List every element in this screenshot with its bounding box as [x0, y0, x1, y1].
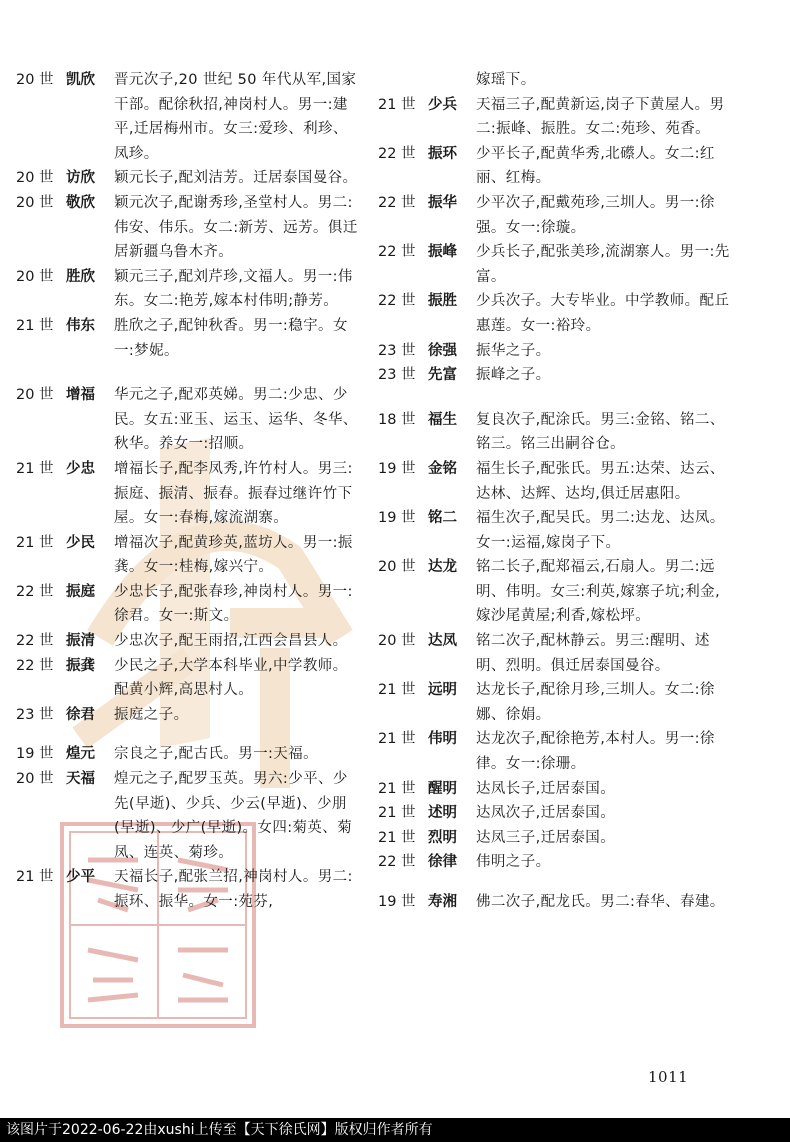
- person-name: 振华: [428, 194, 457, 211]
- generation: 21 世: [378, 780, 416, 797]
- person-name: 少民: [66, 534, 95, 551]
- entry-text: 少兵长子,配张美珍,流湖寨人。男一:先富。: [476, 244, 730, 285]
- entry: [378, 408, 734, 457]
- entry-text: 福生次子,配吴氏。男二:达龙、达凤。女一:运福,嫁岗子下。: [476, 510, 725, 551]
- entry: [378, 777, 734, 802]
- generation: [378, 68, 428, 93]
- person-name: 烈明: [428, 829, 457, 846]
- entry: [16, 457, 362, 531]
- entry: [16, 703, 362, 728]
- entry-text: 铭二次子,配林静云。男三:醒明、述明、烈明。俱迁居泰国曼谷。: [476, 633, 710, 674]
- person-name: 少兵: [428, 96, 457, 113]
- person-name: 振庭: [66, 583, 95, 600]
- generation: 20 世: [16, 194, 54, 211]
- generation: 21 世: [16, 534, 54, 551]
- spacer: [16, 363, 362, 383]
- person-name: 振环: [428, 145, 457, 162]
- person-name: 增福: [66, 387, 95, 404]
- generation: 18 世: [378, 411, 416, 428]
- person-name: 达凤: [428, 633, 457, 650]
- entry: [16, 383, 362, 457]
- person-name: 少平: [66, 869, 95, 886]
- person-name: 振胜: [428, 293, 457, 310]
- entry-text: 颖元长子,配刘洁芳。迁居泰国曼谷。: [114, 170, 358, 187]
- entry-text: 少忠次子,配王雨招,江西会昌县人。: [114, 633, 348, 650]
- entry-text: 振华之子。: [476, 342, 551, 359]
- generation: 19 世: [378, 894, 416, 910]
- entry-text: 宗良之子,配古氏。男一:天福。: [114, 746, 318, 763]
- person-name: 振龚: [66, 657, 95, 674]
- generation: 22 世: [16, 633, 54, 650]
- entry-text: 铭二长子,配郑福云,石扇人。男二:远明、伟明。女三:利英,嫁寨子坑;利金,嫁沙尾黄屋;利香,嫁松坪。: [476, 559, 721, 625]
- right-column: [378, 68, 734, 915]
- entry-text: 达凤长子,迁居泰国。: [476, 780, 616, 797]
- entry: [378, 850, 734, 875]
- entry: [378, 191, 734, 240]
- entry: [16, 629, 362, 654]
- generation: 22 世: [378, 244, 416, 261]
- entry: [16, 742, 362, 767]
- entry-text: 嫁瑶下。: [476, 72, 536, 88]
- generation: 22 世: [16, 583, 54, 600]
- entry: [378, 142, 734, 191]
- entry: [16, 654, 362, 703]
- entry-text: 颖元次子,配谢秀珍,圣堂村人。男二:伟安、伟乐。女二:新芳、远芳。俱迁居新疆乌鲁木齐。: [114, 194, 358, 261]
- entry-text: 少平长子,配黄华秀,北礤人。女二:红丽、红梅。: [476, 145, 715, 187]
- left-column: [16, 68, 362, 915]
- entry: [16, 531, 362, 580]
- generation: 20 世: [16, 170, 54, 187]
- generation: 20 世: [16, 387, 54, 404]
- person-name: 金铭: [428, 460, 457, 477]
- person-name: 煌元: [66, 746, 95, 763]
- entry: [378, 506, 734, 555]
- person-name: 远明: [428, 682, 457, 699]
- entry: [16, 265, 362, 314]
- generation: 20 世: [378, 633, 416, 650]
- entry-text: 增福长子,配李凤秀,许竹村人。男三:振庭、振清、振春。振春过继许竹下屋。女一:春梅,嫁流湖寨。: [114, 460, 353, 527]
- generation: 22 世: [378, 194, 416, 211]
- generation: 20 世: [378, 559, 416, 576]
- entry-text: 达龙次子,配徐艳芳,本村人。男一:徐律。女一:徐珊。: [476, 731, 715, 773]
- person-name: 铭二: [428, 510, 457, 527]
- entry-text: 华元之子,配邓英娣。男二:少忠、少民。女五:亚玉、运玉、运华、冬华、秋华。养女一:招顺。: [114, 387, 358, 453]
- entry-text: 振庭之子。: [114, 706, 189, 723]
- entry: [378, 289, 734, 338]
- person-name: 先富: [428, 367, 457, 384]
- generation: 19 世: [16, 746, 54, 763]
- spacer: [378, 388, 734, 408]
- entry: [16, 767, 362, 865]
- entry: [16, 166, 362, 191]
- person-name: 福生: [428, 411, 457, 428]
- person-name: 徐君: [66, 706, 95, 723]
- entry: [378, 629, 734, 678]
- entry-text: 少忠长子,配张春珍,神岗村人。男一:徐君。女一:斯文。: [114, 583, 353, 625]
- entry: [378, 678, 734, 727]
- entry: [378, 93, 734, 142]
- entry: [378, 240, 734, 289]
- generation: 21 世: [378, 829, 416, 846]
- person-name: [428, 68, 476, 93]
- entry-text: 达龙长子,配徐月珍,三圳人。女二:徐娜、徐娟。: [476, 682, 715, 723]
- entry-text: 天福三子,配黄新运,岗子下黄屋人。男二:振峰、振胜。女二:苑珍、苑香。: [476, 96, 725, 138]
- entry-text: 佛二次子,配龙氏。男二:春华、春建。: [476, 894, 725, 910]
- entry-text: 福生长子,配张氏。男五:达荣、达云、达林、达辉、达均,俱迁居惠阳。: [476, 460, 725, 502]
- entry: [378, 68, 734, 93]
- generation: 21 世: [378, 682, 416, 699]
- person-name: 胜欣: [66, 268, 95, 285]
- entry-text: 天福长子,配张兰招,神岗村人。男二:振环、振华。女一:苑芬,: [114, 869, 353, 910]
- entry: [378, 801, 734, 826]
- entry-text: 达凤三子,迁居泰国。: [476, 829, 616, 846]
- person-name: 醒明: [428, 780, 457, 797]
- person-name: 振峰: [428, 244, 457, 261]
- generation: 23 世: [16, 706, 54, 723]
- entry: [16, 191, 362, 265]
- generation: 22 世: [378, 854, 416, 871]
- generation: 20 世: [16, 771, 54, 788]
- generation: 23 世: [378, 342, 416, 359]
- page-number: 1011: [648, 1068, 689, 1086]
- entry-text: 增福次子,配黄珍英,蓝坊人。男一:振龚。女一:桂梅,嫁兴宁。: [114, 534, 353, 576]
- entry-text: 煌元之子,配罗玉英。男六:少平、少先(早逝)、少兵、少云(早逝)、少朋(早逝)、少广(早逝)。女四:菊英、菊凤、连英、菊珍。: [114, 771, 353, 861]
- generation: 21 世: [378, 731, 416, 748]
- person-name: 伟明: [428, 731, 457, 748]
- person-name: 达龙: [428, 559, 457, 576]
- generation: 21 世: [378, 96, 416, 113]
- generation: 22 世: [16, 657, 54, 674]
- entry: [378, 890, 734, 915]
- entry: [16, 68, 362, 166]
- generation: 21 世: [16, 460, 54, 477]
- entry-text: 少兵次子。大专毕业。中学教师。配丘惠莲。女一:裕玲。: [476, 293, 730, 334]
- generation: 20 世: [16, 268, 54, 285]
- person-name: 寿湘: [428, 894, 457, 910]
- spacer: [378, 875, 734, 890]
- generation: 22 世: [378, 293, 416, 310]
- entry: [378, 727, 734, 776]
- generation: 19 世: [378, 510, 416, 527]
- generation: 21 世: [16, 317, 54, 334]
- person-name: 振清: [66, 633, 95, 650]
- generation: 19 世: [378, 460, 416, 477]
- person-name: 天福: [66, 771, 95, 788]
- person-name: 访欣: [66, 170, 95, 187]
- person-name: 述明: [428, 805, 457, 822]
- person-name: 徐强: [428, 342, 457, 359]
- generation: 23 世: [378, 367, 416, 384]
- entry-text: 颖元三子,配刘芹珍,文福人。男一:伟东。女二:艳芳,嫁本村伟明;静芳。: [114, 268, 353, 310]
- person-name: 凯欣: [66, 72, 95, 88]
- spacer: [16, 727, 362, 742]
- entry-text: 少民之子,大学本科毕业,中学教师。配黄小辉,高思村人。: [114, 657, 348, 699]
- entry: [378, 826, 734, 851]
- person-name: 敬欣: [66, 194, 95, 211]
- generation: 20 世: [16, 72, 54, 88]
- person-name: 伟东: [66, 317, 95, 334]
- upload-notice-footer: 该图片于2022-06-22由xushi上传至【天下徐氏网】版权归作者所有: [0, 1118, 790, 1142]
- entry-text: 晋元次子,20 世纪 50 年代从军,国家干部。配徐秋招,神岗村人。男一:建平,迁居梅州市。女三:爱珍、利珍、凤珍。: [114, 72, 357, 162]
- entry-text: 少平次子,配戴苑珍,三圳人。男一:徐强。女一:徐璇。: [476, 194, 715, 236]
- entry: [378, 363, 734, 388]
- generation: 22 世: [378, 145, 416, 162]
- entry: [378, 339, 734, 364]
- entry: [16, 314, 362, 363]
- entry: [16, 580, 362, 629]
- entry-text: 达凤次子,迁居泰国。: [476, 805, 616, 822]
- entry-text: 复良次子,配涂氏。男三:金铭、铭二、铭三。铭三出嗣谷仓。: [476, 411, 725, 453]
- entry: [378, 457, 734, 506]
- generation: 21 世: [16, 869, 54, 886]
- entry-text: 胜欣之子,配钟秋香。男一:稳宇。女一:梦妮。: [114, 317, 348, 359]
- generation: 21 世: [378, 805, 416, 822]
- entry-text: 伟明之子。: [476, 854, 551, 871]
- person-name: 少忠: [66, 460, 95, 477]
- entry: [16, 865, 362, 914]
- person-name: 徐律: [428, 854, 457, 871]
- entry: [378, 555, 734, 629]
- entry-text: 振峰之子。: [476, 367, 551, 384]
